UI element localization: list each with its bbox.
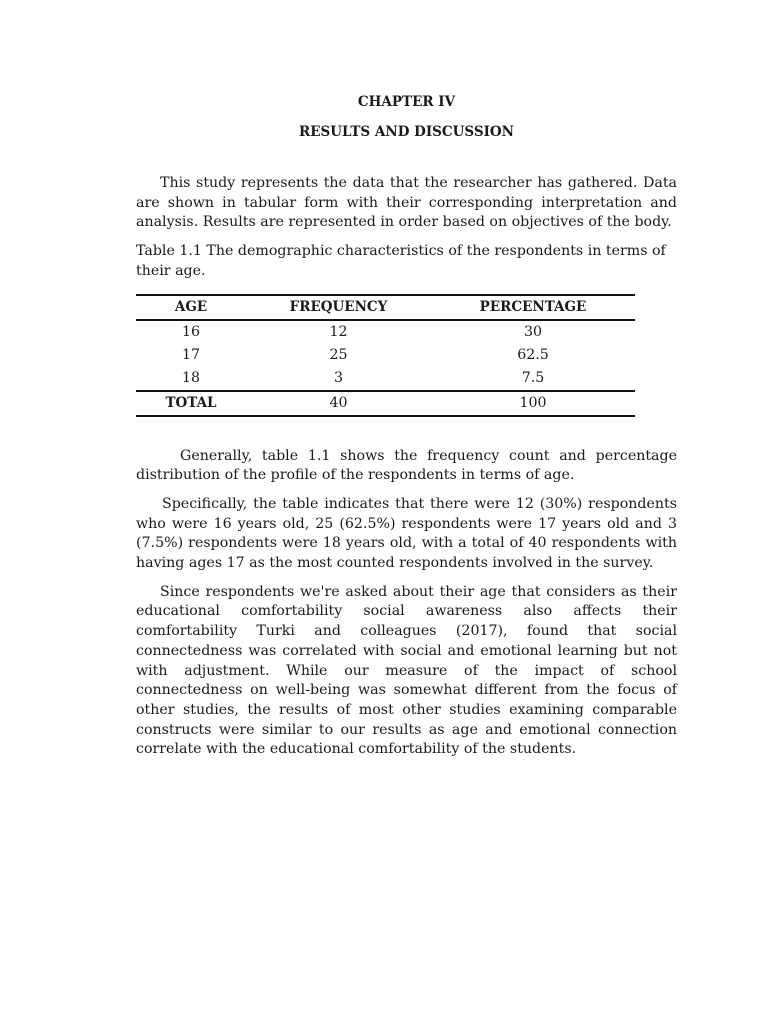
chapter-heading: CHAPTER IV xyxy=(357,94,456,110)
table-total-row xyxy=(136,391,635,416)
cell-age: 17 xyxy=(181,347,201,364)
specifically-paragraph: Specifically, the table indicates that there were 12 (30%) respondents who were 16 years old, 25 (62.5%) respondents were 17 years old and 3 (7.5%) respondents were 18 years old, with a total of 40 respondents with having ages 17 as the most counted respondents involved in the survey. xyxy=(136,495,677,572)
demographics-table xyxy=(136,294,635,417)
cell-percentage: 62.5 xyxy=(517,347,549,364)
table-row xyxy=(136,320,635,344)
cell-frequency: 25 xyxy=(329,347,348,364)
table-caption: Table 1.1 The demographic characteristics of the respondents in terms of their age. xyxy=(136,243,666,279)
cell-percentage: 7.5 xyxy=(521,370,545,387)
column-header-frequency: FREQUENCY xyxy=(246,295,431,320)
table-row xyxy=(136,367,635,391)
cell-frequency: 3 xyxy=(333,370,344,387)
discussion-paragraph: Since respondents we're asked about their age that considers as their educational comfortability social awareness also affects their comfortability Turki and colleagues (2017), found that social connectedness was correlated with social and emotional learning but not with adjustment. While our measure of the impact of school connectedness on well-being was somewhat different from the focus of other studies, the results of most other studies examining comparable constructs were similar to our results as age and emotional connection correlate with the educational comfortability of the students. xyxy=(136,583,677,758)
cell-age: 16 xyxy=(181,324,201,341)
cell-frequency: 12 xyxy=(329,324,348,341)
total-percentage: 100 xyxy=(431,391,635,416)
cell-age: 18 xyxy=(181,370,201,387)
total-label: TOTAL xyxy=(136,391,246,416)
document-page xyxy=(136,92,677,760)
cell-percentage: 30 xyxy=(523,324,543,341)
table-row xyxy=(136,344,635,367)
generally-paragraph: Generally, table 1.1 shows the frequency count and percentage distribution of the profile of the respondents in terms of age. xyxy=(136,447,677,484)
table-header-row xyxy=(136,295,635,320)
column-header-percentage: PERCENTAGE xyxy=(431,295,635,320)
chapter-title: RESULTS AND DISCUSSION xyxy=(298,124,515,140)
intro-paragraph: This study represents the data that the researcher has gathered. Data are shown in tabular form with their corresponding interpretation and analysis. Results are represented in order based on objectives of the body. xyxy=(136,175,677,231)
total-frequency: 40 xyxy=(246,391,431,416)
column-header-age: AGE xyxy=(136,295,246,320)
